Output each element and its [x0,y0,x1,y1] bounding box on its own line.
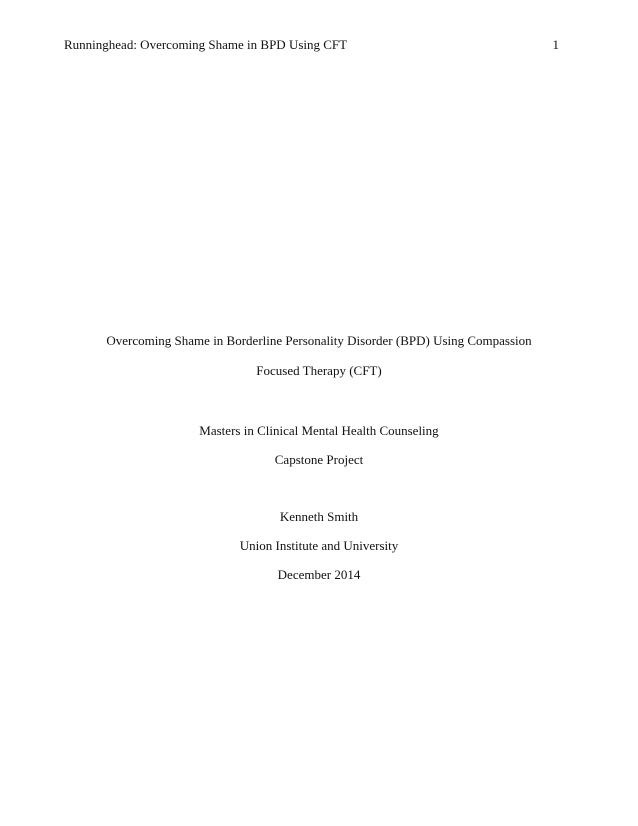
institution-name: Union Institute and University [239,538,399,553]
running-head: Runninghead: Overcoming Shame in BPD Using CFT [64,37,348,52]
title-line-1: Overcoming Shame in Borderline Personality Disorder (BPD) Using Compassion [106,333,532,348]
title-line-2: Focused Therapy (CFT) [256,363,382,378]
program-name: Masters in Clinical Mental Health Counseling [199,423,439,438]
author-name: Kenneth Smith [279,509,359,524]
project-type: Capstone Project [274,452,364,467]
page-number: 1 [552,37,559,52]
submission-date: December 2014 [277,567,361,582]
